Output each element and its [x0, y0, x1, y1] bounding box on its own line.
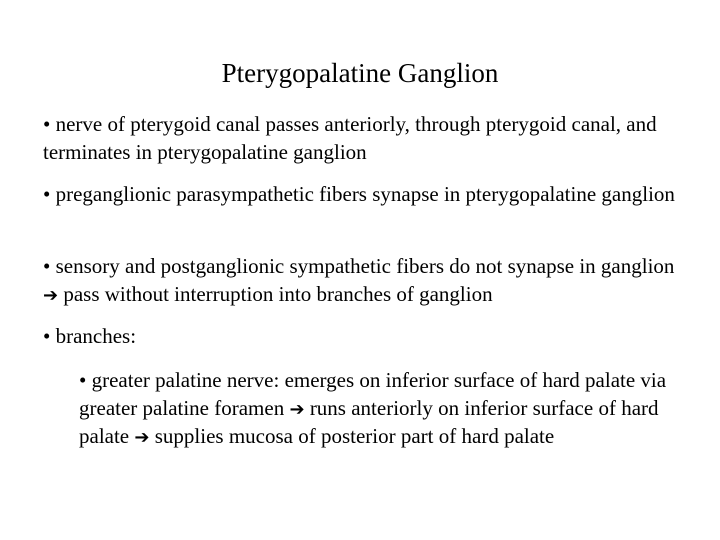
bullet-3-text-after: pass without interruption into branches of ganglion: [58, 282, 493, 306]
bullet-2: • preganglionic parasympathetic fibers synapse in pterygopalatine ganglion: [43, 182, 675, 206]
sub-bullet-text-1: • greater palatine nerve: emerges on inferior surface of hard palate via greater palatine foramen: [79, 368, 667, 420]
slide-title: Pterygopalatine Ganglion: [221, 58, 499, 88]
right-arrow-icon: ➔: [289, 399, 305, 420]
bullet-1: • nerve of pterygoid canal passes anteriorly, through pterygoid canal, and terminates in pterygopalatine ganglion: [43, 112, 657, 164]
bullet-4: • branches:: [43, 324, 137, 348]
bullet-3: [43, 252, 693, 308]
sub-bullet-text-2: runs anteriorly on inferior surface of hard palate: [79, 396, 659, 448]
sub-bullet-greater-palatine: [79, 366, 694, 450]
bullet-3-text-before: • sensory and postganglionic sympathetic fibers do not synapse in ganglion: [43, 254, 675, 278]
right-arrow-icon: ➔: [134, 427, 150, 448]
sub-bullet-text-3: supplies mucosa of posterior part of hard palate: [149, 424, 555, 448]
right-arrow-icon: ➔: [43, 285, 59, 306]
